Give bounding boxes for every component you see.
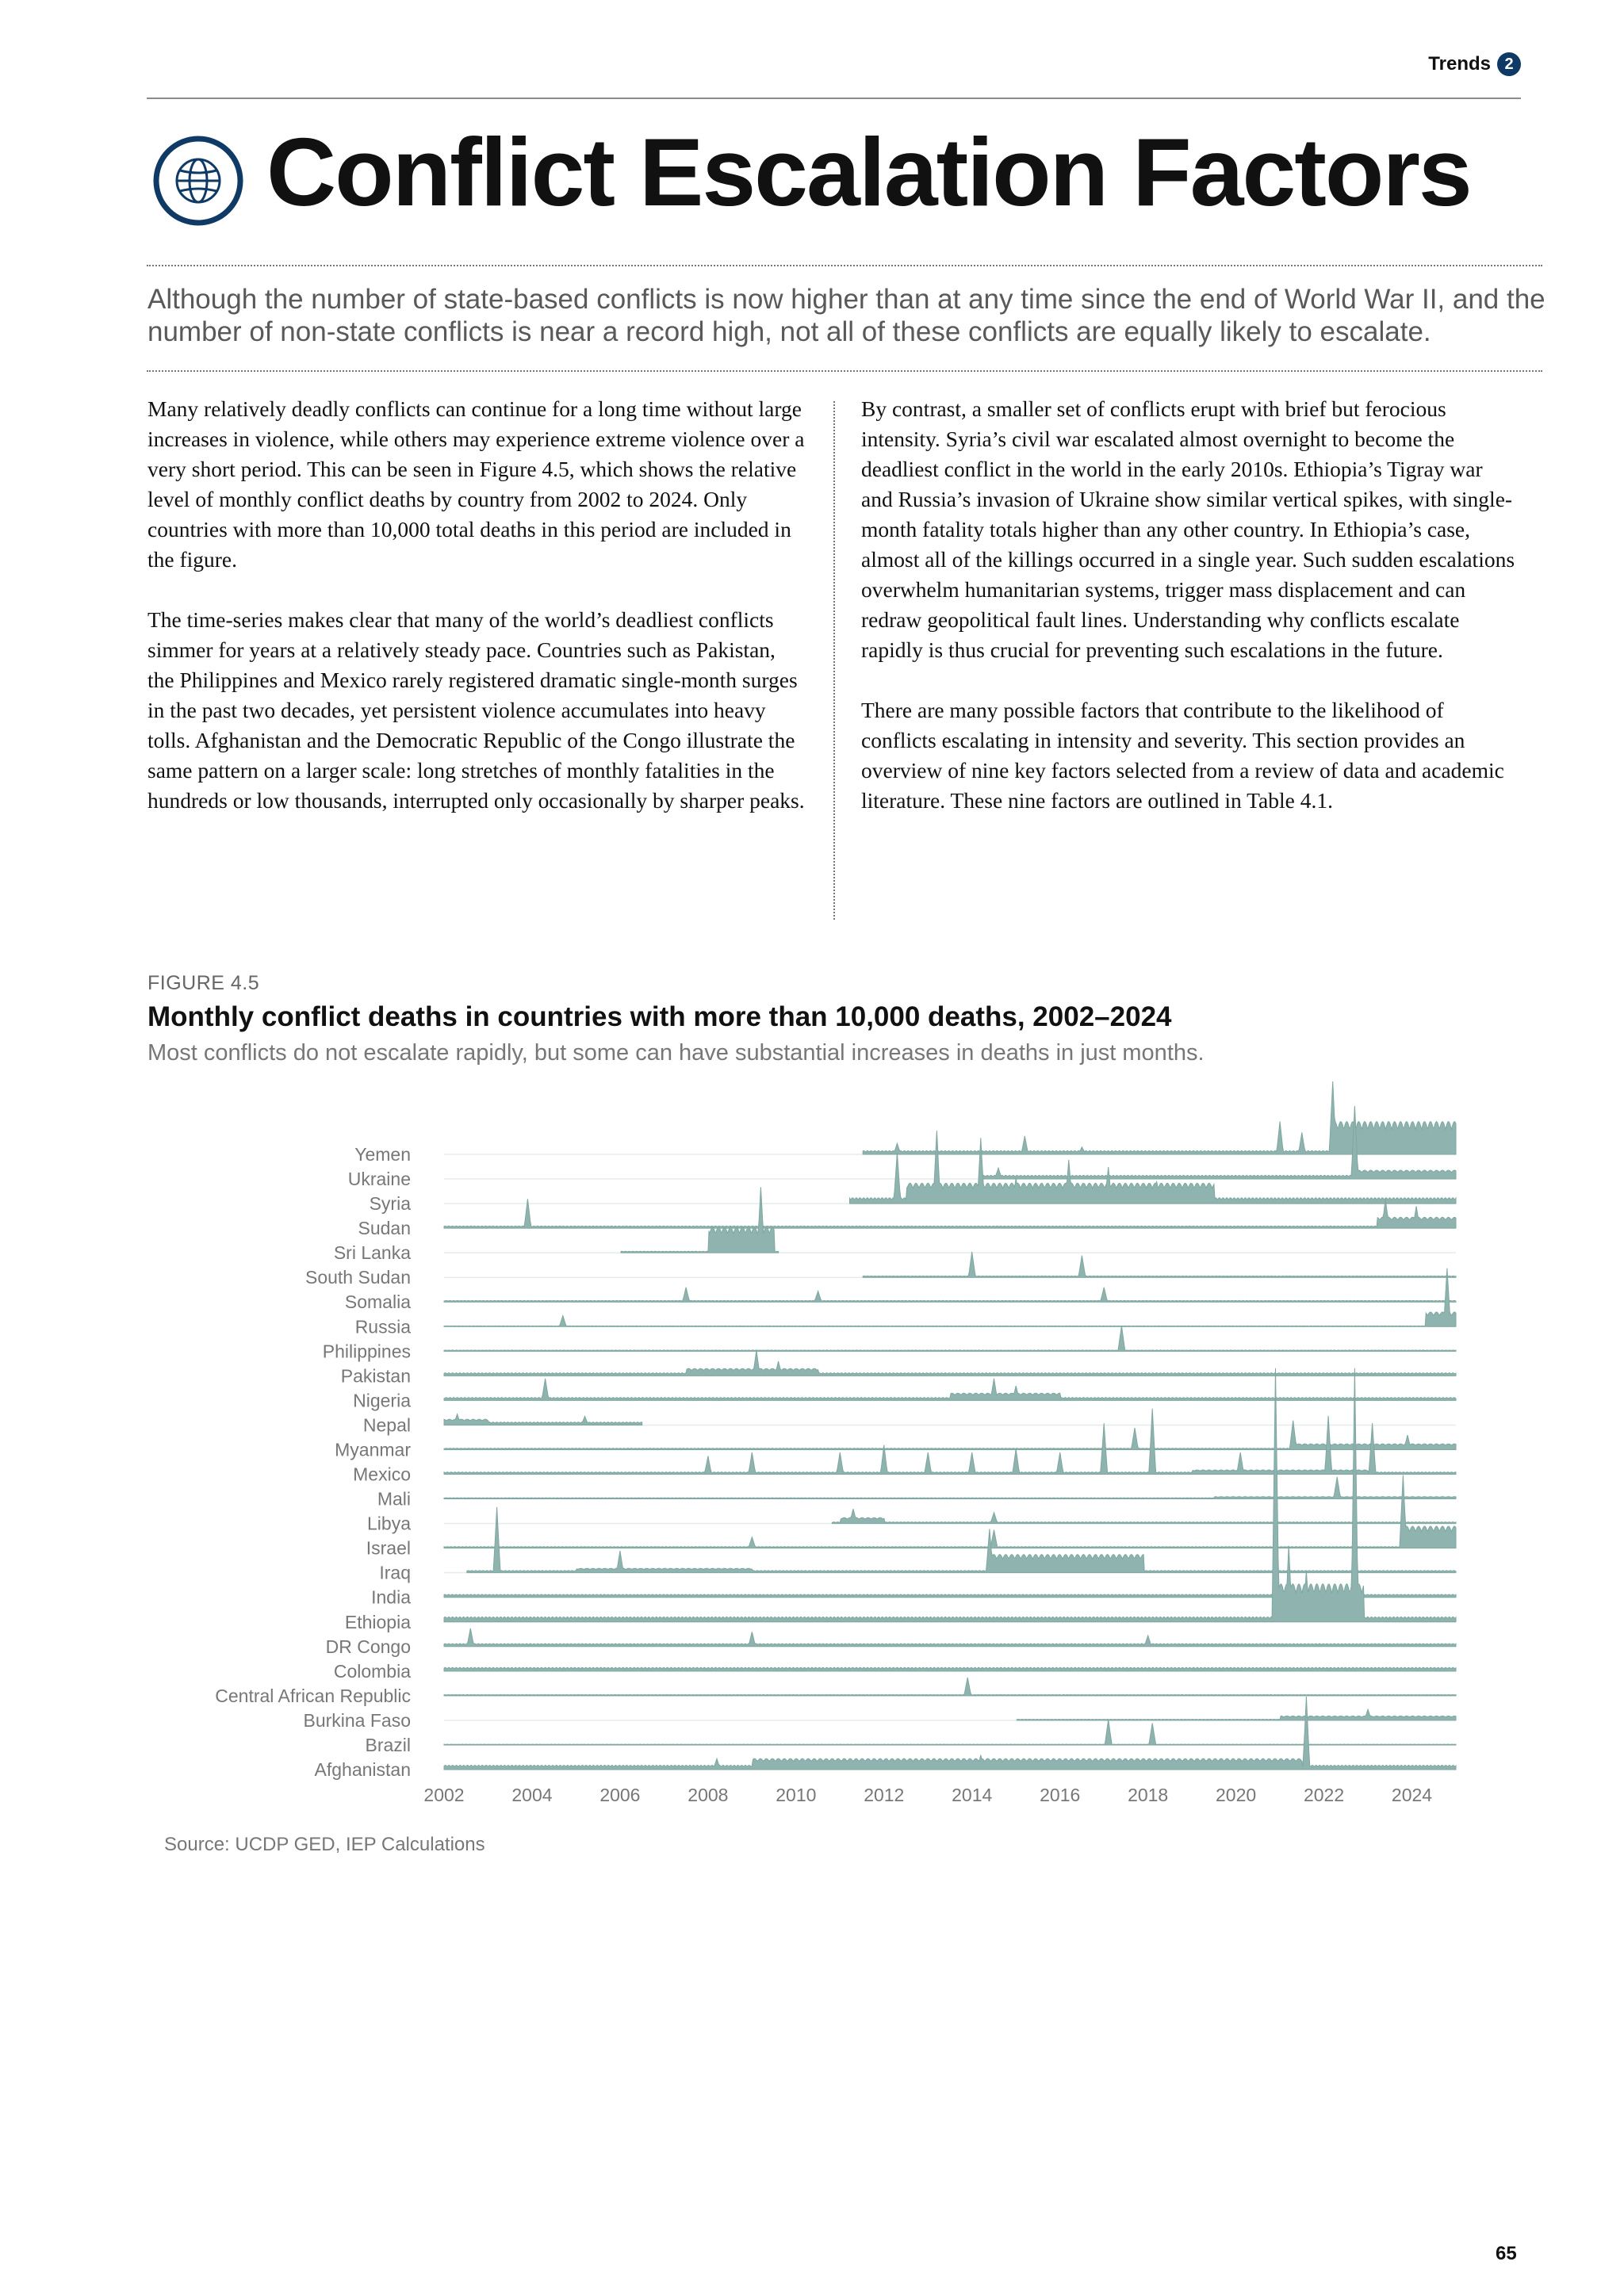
figure-title: Monthly conflict deaths in countries with more than 10,000 deaths, 2002–2024 [147,1001,1172,1032]
body-column-right [861,394,1519,846]
series-area [444,1409,1456,1475]
figure-label: FIGURE 4.5 [147,972,260,994]
body-paragraph: There are many possible factors that contribute to the likelihood of conflicts escalating in intensity and severity. This section provides an overview of nine key factors selected from a review of data and academic literature. These nine factors are outlined in Table 4.1. [861,698,1504,813]
country-label: Central African Republic [215,1685,411,1706]
country-label: Iraq [379,1562,411,1583]
x-tick-label: 2018 [1128,1785,1169,1805]
body-paragraph: The time-series makes clear that many of the world’s deadliest conflicts simmer for years at a relatively steady pace. Countries such as Pakistan, the Philippines and Mexico rarely registered dramatic single-month surges in the past two decades, yet persistent violence accumulates into heavy tolls. Afghanistan and the Democratic Republic of the Congo illustrate the same pattern on a larger scale: long stretches of monthly fatalities in the hundreds or low thousands, interrupted only occasionally by sharper peaks. [147,607,805,813]
country-label: Brazil [365,1734,411,1755]
series-area [444,1678,1456,1696]
series-area [444,1326,1456,1351]
x-tick-label: 2014 [952,1785,993,1805]
series-area [444,1477,1456,1499]
intro-bottom-divider [147,370,1542,372]
globe-icon [152,135,244,227]
section-number-badge: 2 [1497,52,1521,76]
page-title: Conflict Escalation Factors [266,118,1471,226]
country-label: Nepal [362,1414,411,1436]
country-label: India [371,1586,411,1608]
country-label: Colombia [333,1660,411,1682]
x-tick-label: 2016 [1040,1785,1081,1805]
country-label: Philippines [322,1341,411,1362]
series-area [444,1368,1456,1622]
series-area [444,1350,1456,1376]
country-label: Russia [354,1316,411,1337]
body-paragraph: Many relatively deadly conflicts can continue for a long time without large increases in violence, while others may experience extreme violence over a very short period. This can be seen in Figure 4.5, which shows the relative level of monthly conflict deaths by country from 2002 to 2024. Only countries with more than 10,000 total deaths in this period are included in the figure. [147,396,805,572]
page-number: 65 [1496,2243,1517,2264]
country-label: Syria [369,1193,411,1215]
country-label: Pakistan [340,1365,411,1387]
series-area [444,1379,1456,1401]
header-divider [147,98,1521,99]
intro-paragraph: Although the number of state-based conflicts is now higher than at any time since the end of World War II, and the number of non-state conflicts is near a record high, not all of these conflicts are equally likely to escalate. [147,284,1545,347]
x-tick-label: 2006 [599,1785,641,1805]
country-label: South Sudan [304,1267,411,1288]
section-label: Trends [1428,53,1491,75]
intro-top-divider [147,265,1542,266]
figure-source: Source: UCDP GED, IEP Calculations [164,1834,485,1855]
x-tick-label: 2024 [1391,1785,1433,1805]
series-area [832,1509,1456,1523]
series-area [467,1507,1456,1573]
x-tick-label: 2020 [1216,1785,1257,1805]
series-area [444,1475,1456,1548]
country-label: Ukraine [347,1169,411,1190]
x-tick-label: 2002 [423,1785,465,1805]
figure-subtitle: Most conflicts do not escalate rapidly, but some can have substantial increases in deaths in just months. [147,1040,1205,1066]
series-area [444,1628,1456,1647]
country-label: DR Congo [325,1636,411,1657]
country-label: Libya [367,1513,411,1534]
series-area [444,1697,1456,1770]
section-header [1428,52,1521,76]
x-tick-label: 2008 [688,1785,729,1805]
series-area [444,1288,1456,1302]
ridgeline-chart [0,1078,1624,1805]
country-label: Yemen [354,1144,411,1165]
body-column-left [147,394,806,846]
x-tick-label: 2010 [776,1785,817,1805]
country-label: Ethiopia [344,1611,411,1632]
series-area [444,1667,1456,1671]
country-label: Nigeria [353,1390,411,1411]
series-area [621,1187,779,1253]
country-label: Afghanistan [314,1759,411,1780]
x-tick-label: 2022 [1303,1785,1345,1805]
series-area [444,1414,642,1425]
country-label: Sudan [358,1218,411,1239]
country-label: Somalia [344,1292,411,1313]
country-label: Burkina Faso [303,1709,411,1731]
x-tick-label: 2012 [864,1785,905,1805]
series-area [1017,1709,1456,1720]
country-label: Mali [377,1488,411,1510]
series-area [863,1081,1456,1154]
x-tick-label: 2004 [511,1785,553,1805]
country-label: Myanmar [335,1439,411,1460]
country-label: Sri Lanka [333,1242,411,1264]
column-divider [833,401,835,920]
country-label: Israel [366,1537,411,1559]
body-paragraph: By contrast, a smaller set of conflicts erupt with brief but ferocious intensity. Syria’s civil war escalated almost overnight to become the deadliest conflict in the world in the early 2010s. Ethiopia’s Tigray war and Russia’s invasion of Ukraine show similar vertical spikes, with single-month fatality totals higher than any other country. In Ethiopia’s case, almost all of the killings occurred in a single year. Such sudden escalations overwhelm humanitarian systems, trigger mass displacement and can redraw geopolitical fault lines. Understanding why conflicts escalate rapidly is thus crucial for preventing such escalations in the future. [861,396,1515,662]
country-label: Mexico [353,1464,411,1485]
series-area [863,1252,1456,1277]
